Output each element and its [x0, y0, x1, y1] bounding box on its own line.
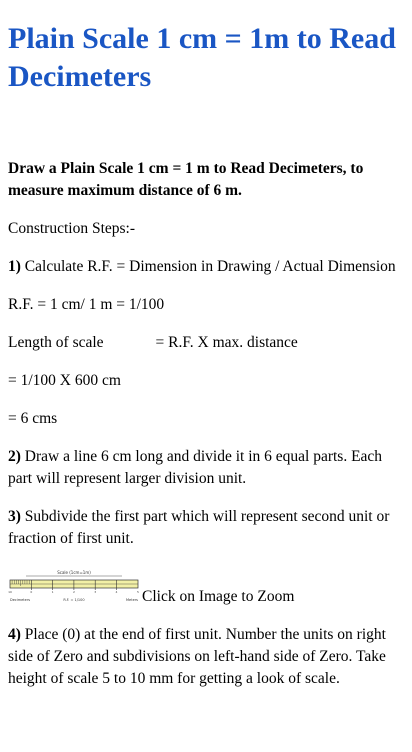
step-number: 1)	[8, 258, 21, 275]
step-number: 4)	[8, 626, 21, 643]
svg-text:0: 0	[30, 590, 33, 594]
svg-text:2: 2	[72, 590, 75, 594]
step-text: Subdivide the first part which will represent second unit or fraction of first unit.	[8, 508, 390, 547]
plain-scale-figure[interactable]	[8, 568, 140, 608]
scale-right-label: Meters	[126, 598, 138, 602]
scale-mid-label: R.F. = 1/100	[63, 598, 85, 602]
zoom-caption: Click on Image to Zoom	[142, 588, 295, 605]
length-label: Length of scale	[8, 334, 104, 351]
step-number: 2)	[8, 448, 21, 465]
step-text: Calculate R.F. = Dimension in Drawing / Actual Dimension	[20, 258, 396, 275]
svg-text:4: 4	[115, 590, 118, 594]
construction-heading: Construction Steps:-	[8, 220, 136, 237]
scale-top-label: Scale (1cm=1m)	[57, 570, 91, 575]
length-value: = R.F. X max. distance	[155, 334, 298, 351]
step-1	[8, 256, 404, 278]
calc-line-2: = 6 cms	[8, 410, 58, 427]
svg-text:5: 5	[137, 590, 139, 594]
page-title: Plain Scale 1 cm = 1m to Read Decimeters	[8, 22, 396, 93]
scale-left-label: Decimeters	[10, 598, 31, 602]
intro-text: Draw a Plain Scale 1 cm = 1 m to Read Decimeters, to measure maximum distance of 6 m.	[8, 160, 364, 199]
svg-text:3: 3	[94, 590, 97, 594]
svg-text:1: 1	[51, 590, 54, 594]
svg-text:10: 10	[8, 590, 12, 594]
figure-row	[8, 564, 404, 608]
step-4	[8, 624, 404, 690]
step-number: 3)	[8, 508, 21, 525]
rf-line: R.F. = 1 cm/ 1 m = 1/100	[8, 296, 165, 313]
step-text: Draw a line 6 cm long and divide it in 6 equal parts. Each part will represent larger division unit.	[8, 448, 383, 487]
step-2	[8, 446, 404, 490]
step-3	[8, 506, 404, 550]
calc-line-1: = 1/100 X 600 cm	[8, 372, 121, 389]
step-text: Place (0) at the end of first unit. Number the units on right side of Zero and subdivisions on left-hand side of Zero. Take height of scale 5 to 10 mm for getting a look of scale.	[8, 626, 386, 687]
article	[0, 20, 412, 690]
length-of-scale-line	[8, 332, 404, 354]
